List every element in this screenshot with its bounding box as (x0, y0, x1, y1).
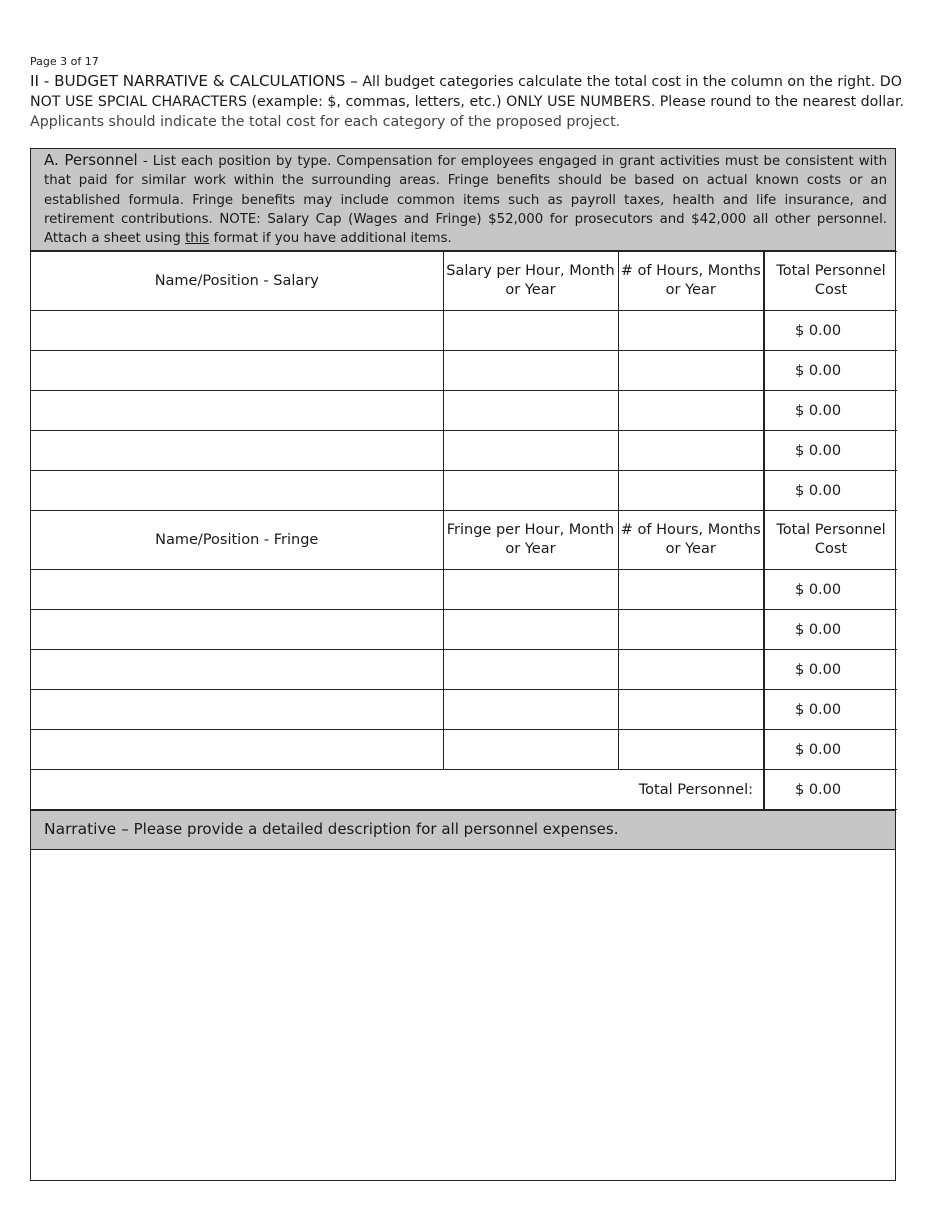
personnel-heading: A. Personnel (44, 151, 138, 169)
salary-row-total: $ 0.00 (764, 471, 897, 511)
fringe-name-input[interactable] (31, 730, 443, 770)
total-personnel-value: $ 0.00 (764, 770, 897, 810)
salary-name-header: Name/Position - Salary (31, 252, 443, 311)
salary-hours-input[interactable] (618, 311, 764, 351)
salary-row-total: $ 0.00 (764, 431, 897, 471)
personnel-table (31, 251, 897, 810)
fringe-name-input[interactable] (31, 650, 443, 690)
fringe-name-input[interactable] (31, 610, 443, 650)
personnel-form (30, 148, 896, 1181)
salary-row (31, 431, 897, 471)
personnel-text: - List each position by type. Compensation for employees engaged in grant activities must be consistent with that paid for similar work within the surrounding areas. Fringe benefits should be based on actual known costs or an established formula. Fringe benefits may include common items such as payroll taxes, health and life insurance, and retirement contributions. NOTE: Salary Cap (Wages and Fringe) $52,000 for prosecutors and $42,000 all other personnel. Attach a sheet using (44, 154, 887, 247)
total-personnel-label: Total Personnel: (31, 770, 764, 810)
narrative-instructions: Please provide a detailed description for all personnel expenses. (128, 820, 619, 838)
fringe-rate-input[interactable] (443, 610, 618, 650)
section-heading: II - BUDGET NARRATIVE & CALCULATIONS – (30, 72, 358, 90)
salary-rate-input[interactable] (443, 311, 618, 351)
fringe-rate-input[interactable] (443, 650, 618, 690)
salary-hours-input[interactable] (618, 351, 764, 391)
narrative-textarea[interactable] (31, 850, 895, 1180)
salary-row (31, 471, 897, 511)
salary-row (31, 391, 897, 431)
salary-name-input[interactable] (31, 311, 443, 351)
salary-row (31, 311, 897, 351)
salary-hours-header: # of Hours, Months or Year (618, 252, 764, 311)
salary-name-input[interactable] (31, 471, 443, 511)
fringe-total-header: Total Personnel Cost (764, 511, 897, 570)
salary-row-total: $ 0.00 (764, 391, 897, 431)
fringe-name-input[interactable] (31, 570, 443, 610)
salary-name-input[interactable] (31, 431, 443, 471)
fringe-row (31, 730, 897, 770)
intro-instructions-cont: Applicants should indicate the total cost for each category of the proposed project. (30, 114, 621, 130)
fringe-name-input[interactable] (31, 690, 443, 730)
salary-row-total: $ 0.00 (764, 311, 897, 351)
fringe-row (31, 570, 897, 610)
salary-name-input[interactable] (31, 351, 443, 391)
personnel-text-end: format if you have additional items. (209, 231, 452, 247)
fringe-row-total: $ 0.00 (764, 730, 897, 770)
fringe-header-row (31, 511, 897, 570)
fringe-name-header: Name/Position - Fringe (31, 511, 443, 570)
section-intro (30, 71, 910, 132)
intro-instructions: All budget categories calculate the total cost in the column on the right. DO NOT USE SPCIAL CHARACTERS (example: $, commas, letters, etc.) ONLY USE NUMBERS. Please round to the nearest dollar. (30, 74, 904, 110)
fringe-row-total: $ 0.00 (764, 570, 897, 610)
fringe-hours-input[interactable] (618, 610, 764, 650)
narrative-header (31, 810, 895, 850)
fringe-row-total: $ 0.00 (764, 650, 897, 690)
narrative-heading: Narrative – (44, 820, 129, 838)
salary-rate-input[interactable] (443, 431, 618, 471)
this-format-link[interactable]: this (185, 231, 210, 247)
fringe-rate-header: Fringe per Hour, Month or Year (443, 511, 618, 570)
fringe-rate-input[interactable] (443, 570, 618, 610)
fringe-row-total: $ 0.00 (764, 690, 897, 730)
salary-name-input[interactable] (31, 391, 443, 431)
fringe-rate-input[interactable] (443, 730, 618, 770)
personnel-instructions (31, 149, 895, 251)
salary-rate-input[interactable] (443, 351, 618, 391)
fringe-hours-input[interactable] (618, 690, 764, 730)
salary-header-row (31, 252, 897, 311)
fringe-hours-input[interactable] (618, 570, 764, 610)
salary-rate-header: Salary per Hour, Month or Year (443, 252, 618, 311)
total-personnel-row (31, 770, 897, 810)
fringe-rate-input[interactable] (443, 690, 618, 730)
fringe-row (31, 610, 897, 650)
salary-total-header: Total Personnel Cost (764, 252, 897, 311)
page-number: Page 3 of 17 (30, 55, 99, 68)
fringe-hours-input[interactable] (618, 650, 764, 690)
salary-row (31, 351, 897, 391)
salary-row-total: $ 0.00 (764, 351, 897, 391)
salary-hours-input[interactable] (618, 471, 764, 511)
salary-hours-input[interactable] (618, 431, 764, 471)
salary-rate-input[interactable] (443, 391, 618, 431)
fringe-row (31, 650, 897, 690)
fringe-hours-header: # of Hours, Months or Year (618, 511, 764, 570)
salary-hours-input[interactable] (618, 391, 764, 431)
fringe-row-total: $ 0.00 (764, 610, 897, 650)
fringe-row (31, 690, 897, 730)
fringe-hours-input[interactable] (618, 730, 764, 770)
salary-rate-input[interactable] (443, 471, 618, 511)
